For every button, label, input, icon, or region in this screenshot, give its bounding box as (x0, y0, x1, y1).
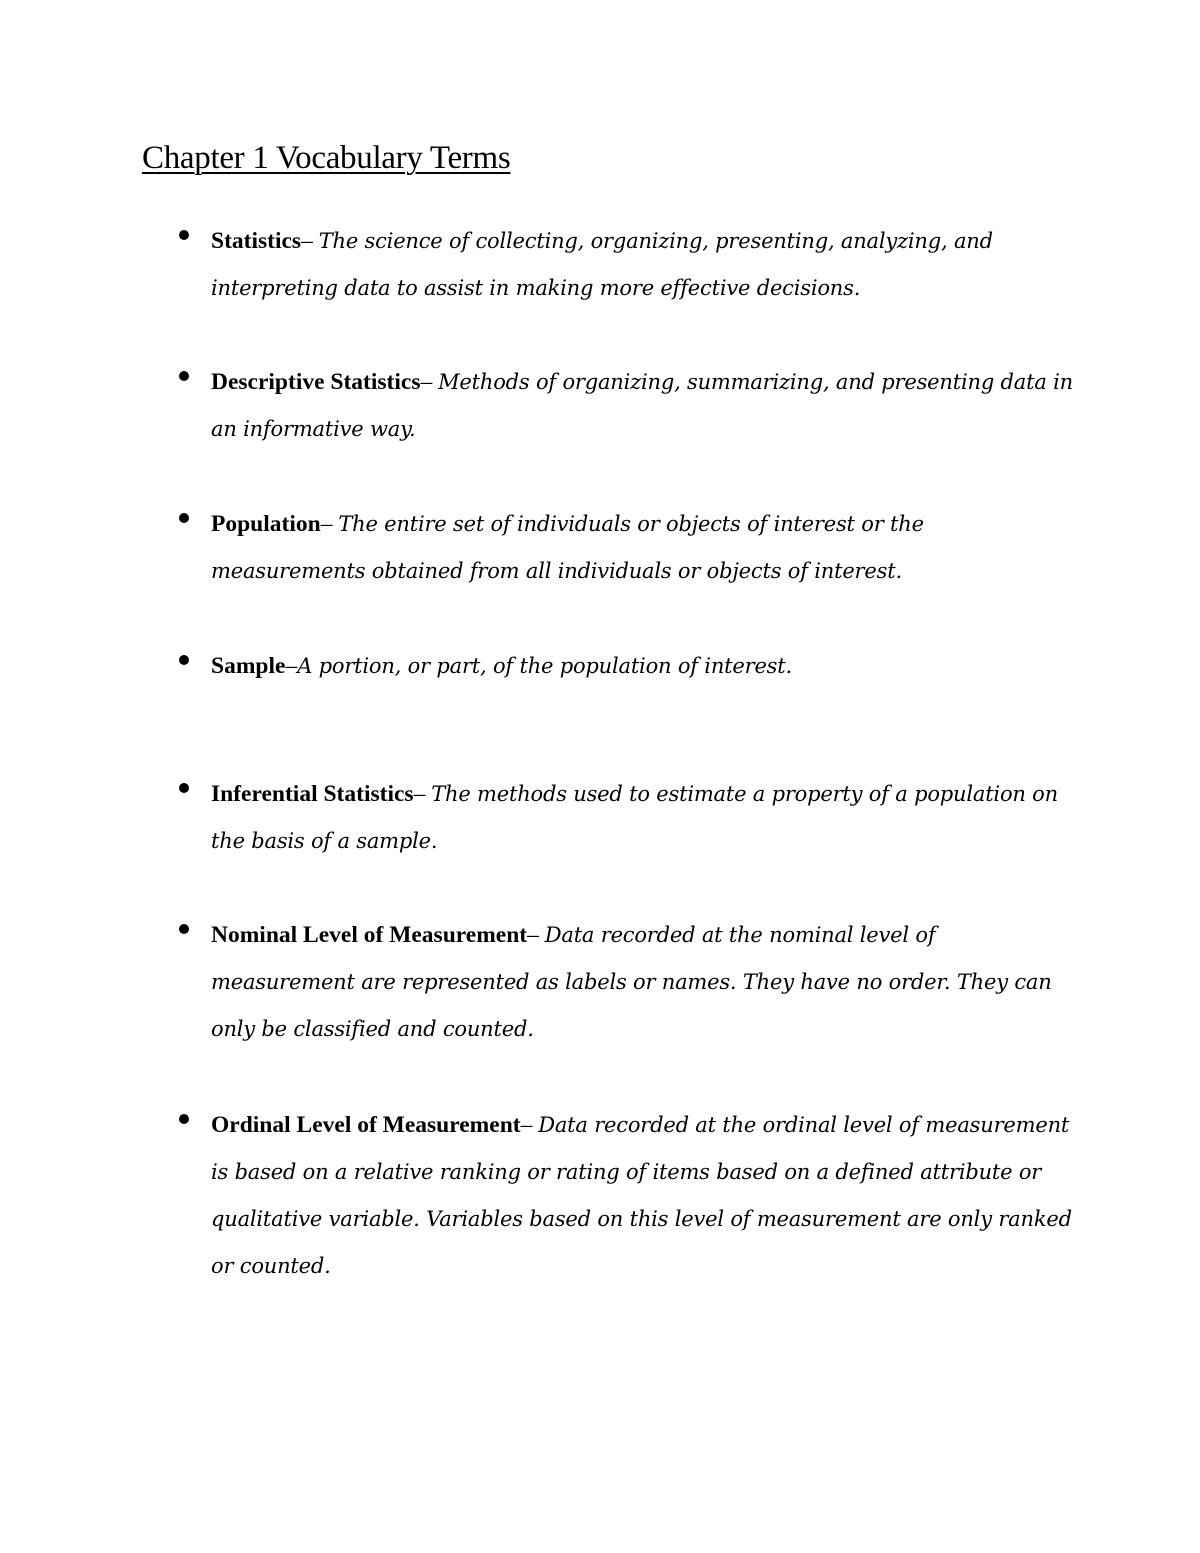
bullet-icon (179, 230, 189, 240)
term-name: Nominal Level of Measurement (211, 922, 528, 948)
bullet-icon (179, 655, 189, 665)
term-text (211, 1102, 1075, 1290)
term-dash: – (301, 228, 313, 254)
term-item-nominal-level (175, 912, 1075, 1053)
term-text (211, 359, 1075, 453)
term-item-population (175, 501, 1075, 595)
term-text (211, 218, 1075, 312)
term-text (211, 912, 1075, 1053)
term-name: Statistics (211, 228, 302, 254)
term-dash: – (520, 1112, 533, 1138)
term-definition: The science of collecting, organizing, presenting, analyzing, and interpreting data to assist in making more effective decisions. (211, 229, 993, 300)
page-title: Chapter 1 Vocabulary Terms (142, 140, 511, 176)
term-dash: – (285, 653, 298, 679)
term-dash: – (420, 369, 433, 395)
bullet-icon (179, 513, 189, 523)
term-definition: The entire set of individuals or objects of interest or the measurements obtained from all individuals or objects of interest. (211, 512, 924, 583)
term-item-descriptive-statistics (175, 359, 1075, 453)
term-name: Population (211, 511, 321, 537)
term-definition: Data recorded at the nominal level of measurement are represented as labels or names. They have no order. They can only be classified and counted. (211, 923, 1052, 1041)
term-text (211, 643, 1075, 690)
term-dash: – (527, 922, 539, 948)
term-text (211, 501, 1075, 595)
term-item-ordinal-level (175, 1102, 1075, 1290)
term-dash: – (413, 781, 426, 807)
term-definition: Data recorded at the ordinal level of measurement is based on a relative ranking or rating of items based on a defined attribute or qualitative variable. Variables based on this level of measurement are only ranked or counted. (211, 1113, 1072, 1278)
term-definition: Methods of organizing, summarizing, and presenting data in an informative way. (211, 370, 1073, 441)
bullet-icon (179, 1114, 189, 1124)
term-dash: – (320, 511, 333, 537)
bullet-icon (179, 371, 189, 381)
term-definition: The methods used to estimate a property of a population on the basis of a sample. (211, 782, 1058, 853)
term-name: Sample (211, 653, 286, 679)
term-name: Ordinal Level of Measurement (211, 1112, 521, 1138)
term-text (211, 771, 1075, 865)
term-item-statistics (175, 218, 1075, 312)
term-name: Inferential Statistics (211, 781, 414, 807)
term-name: Descriptive Statistics (211, 369, 421, 395)
bullet-icon (179, 783, 189, 793)
bullet-icon (179, 924, 189, 934)
term-item-inferential-statistics (175, 771, 1075, 865)
term-definition: A portion, or part, of the population of interest. (297, 654, 792, 678)
term-item-sample (175, 643, 1075, 690)
